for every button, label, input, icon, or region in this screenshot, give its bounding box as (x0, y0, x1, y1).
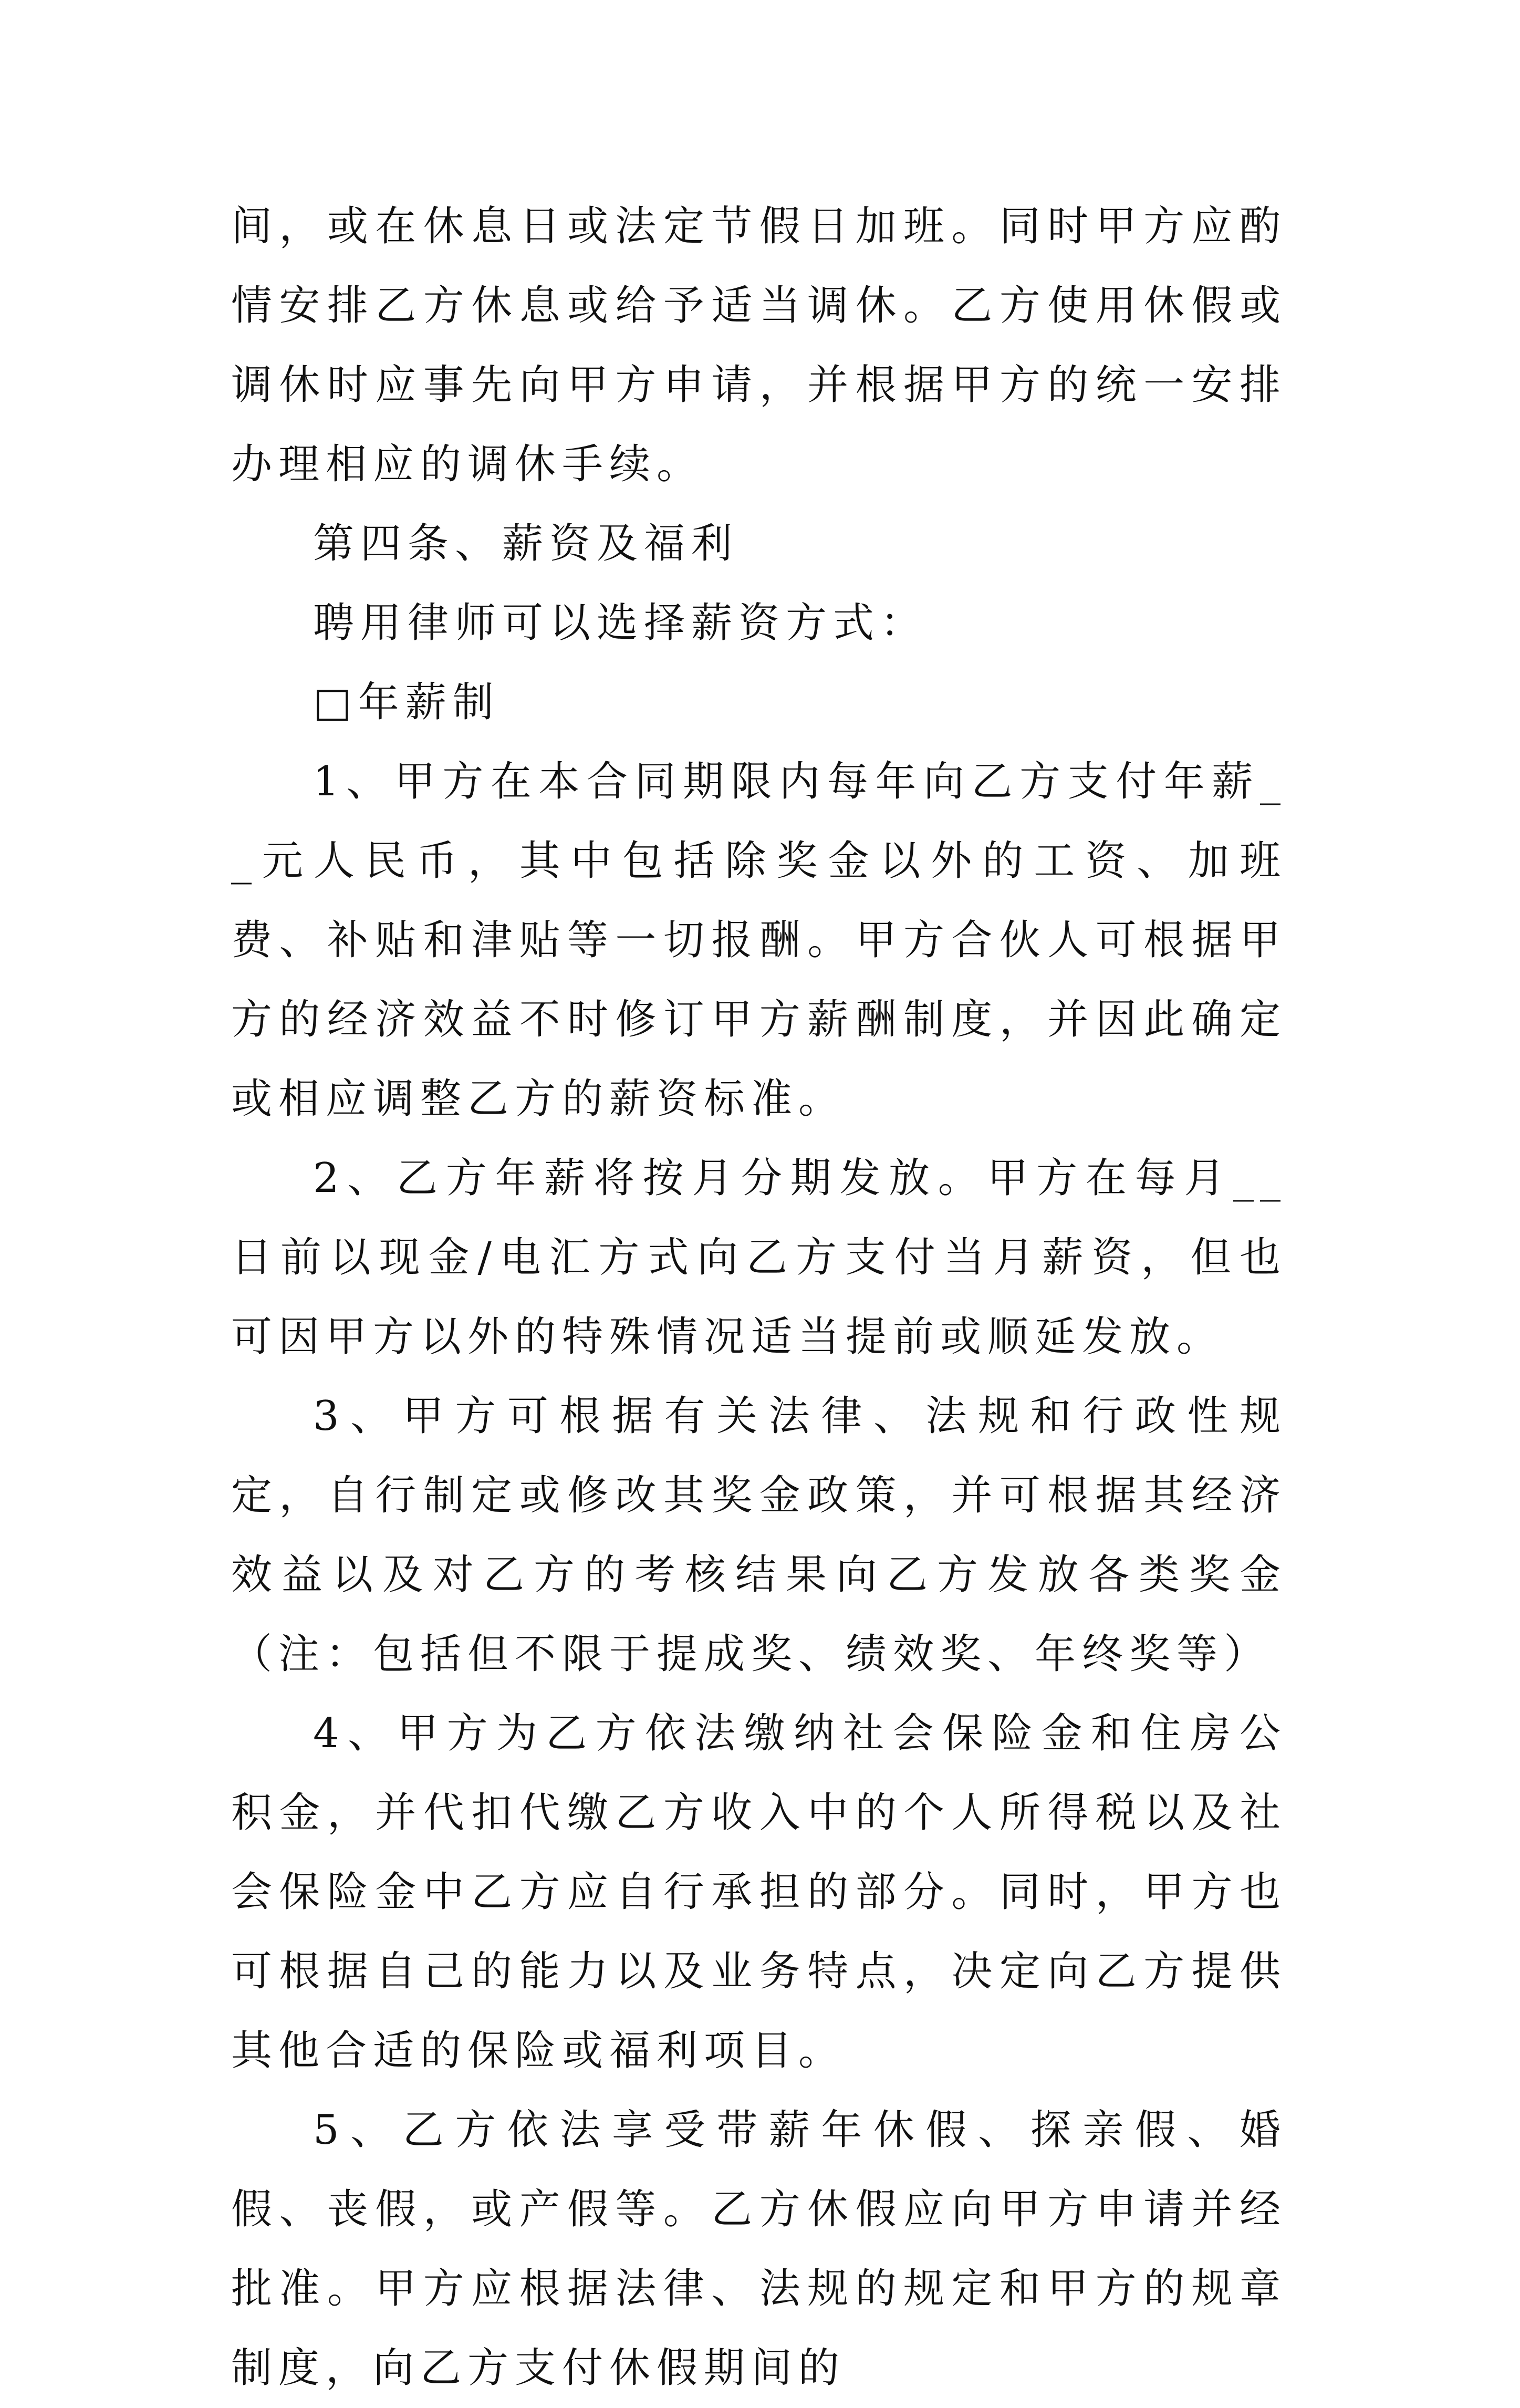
paragraph-continuation: 间，或在休息日或法定节假日加班。同时甲方应酌情安排乙方休息或给予适当调休。乙方使用休假或调休时应事先向甲方申请，并根据甲方的统一安排办理相应的调休手续。 (231, 203, 1287, 488)
contract-text-body (231, 187, 1287, 2408)
section-heading-article-4: 第四条、薪资及福利 (313, 520, 739, 567)
annual-salary-checkbox-label: □年薪制 (313, 679, 500, 726)
clause-2: 2、乙方年薪将按月分期发放。甲方在每月__日前以现金/电汇方式向乙方支付当月薪资，但也可因甲方以外的特殊情况适当提前或顺延发放。 (231, 1155, 1287, 1361)
clause-3: 3、甲方可根据有关法律、法规和行政性规定，自行制定或修改其奖金政策，并可根据其经济效益以及对乙方的考核结果向乙方发放各类奖金（注：包括但不限于提成奖、绩效奖、年终奖等） (231, 1393, 1287, 1678)
clause-1: 1、甲方在本合同期限内每年向乙方支付年薪__元人民币，其中包括除奖金以外的工资、加班费、补贴和津贴等一切报酬。甲方合伙人可根据甲方的经济效益不时修订甲方薪酬制度，并因此确定或相应调整乙方的薪资标准。 (231, 758, 1287, 1123)
salary-method-intro: 聘用律师可以选择薪资方式： (313, 599, 928, 647)
clause-4: 4、甲方为乙方依法缴纳社会保险金和住房公积金，并代扣代缴乙方收入中的个人所得税以及社会保险金中乙方应自行承担的部分。同时，甲方也可根据自己的能力以及业务特点，决定向乙方提供其他合适的保险或福利项目。 (231, 1710, 1287, 2074)
clause-5: 5、乙方依法享受带薪年休假、探亲假、婚假、丧假，或产假等。乙方休假应向甲方申请并经批准。甲方应根据法律、法规的规定和甲方的规章制度，向乙方支付休假期间的 (231, 2106, 1287, 2392)
